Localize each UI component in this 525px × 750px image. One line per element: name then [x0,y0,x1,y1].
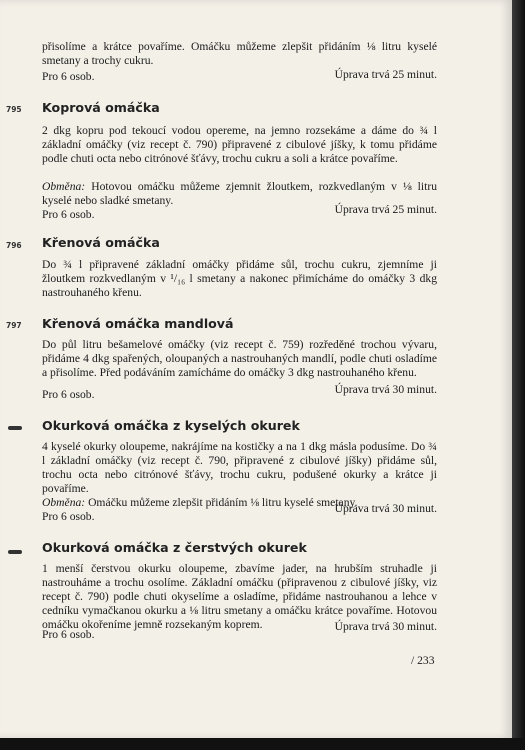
recipe-title: Křenová omáčka mandlová [42,316,234,331]
recipe-title: Křenová omáčka [42,235,160,250]
carryover-serves: Pro 6 osob. [42,70,95,83]
page-number: / 233 [411,654,435,667]
variation-text: Hotovou omáčku můžeme zjemnit žloutkem, rozkvedlaným v ⅛ litru kyselé nebo sladké smetany. [42,180,437,207]
recipe-number: 797 [6,321,22,330]
recipe-title: Koprová omáčka [42,100,160,115]
recipe-number: 796 [6,241,22,250]
recipe-serves: Pro 6 osob. [42,510,95,523]
recipe-number-mark [8,550,22,554]
recipe-prep-time: Úprava trvá 25 minut. [334,203,437,216]
recipe-serves: Pro 6 osob. [42,208,95,221]
carryover-text: přisolíme a krátce povaříme. Omáčku můžeme zlepšit přidáním ⅛ litru kyselé smetany a trochy cukru. [42,40,437,67]
recipe-text: 2 dkg kopru pod tekoucí vodou opereme, na jemno rozsekáme a dáme do ¾ l základní omáčky (viz recept č. 790) připravené z cibulové jíšky, k tomu přidáme podle chuti octa nebo citrónové šťávy, trochu cukru a soli a krátce povaříme. [42,124,437,165]
variation-label: Obměna: [42,496,86,509]
recipe-prep-time: Úprava trvá 30 minut. [334,383,437,396]
recipe-prep-time: Úprava trvá 30 minut. [334,620,437,633]
recipe-text: Do půl litru bešamelové omáčky (viz recept č. 759) rozředěné trochou vývaru, přidáme 4 dkg spařených, oloupaných a nastrouhaných mandlí, podle chuti osladíme a přisolíme. Před podáváním zamícháme do omáčky 3 dkg nastrouhaného křenu. [42,338,437,379]
recipe-text: 4 kyselé okurky oloupeme, nakrájíme na kostičky a na 1 dkg másla podusíme. Do ¾ l základní omáčky (viz recept č. 790, připravené z cibulové jíšky) přidáme sůl, trochu octa nebo citrónové šťávy, trochu cukru, podušené okurky a krátce ji povaříme. [42,440,437,495]
variation-text: Omáčku můžeme zlepšit přidáním ⅛ litru kyselé smetany. [88,496,358,509]
recipe-number-mark [8,426,22,430]
recipe-number: 795 [6,105,22,114]
recipe-serves: Pro 6 osob. [42,628,95,641]
recipe-text: 1 menší čerstvou okurku oloupeme, zbavíme jader, na hrubším struhadle ji nastrouháme a trochu osolíme. Základní omáčku (připravenou z cibulové jíšky, viz recept č. 790) podle chuti okyselíme a osladíme, přidáme nastrouhanou a lehce v cedníku vymačkanou okurku a ⅛ litru smetany a omáčku krátce povaříme. Hotovou omáčku okořeníme jemně rozsekaným koprem. [42,562,437,631]
recipe-text: Do ¾ l připravené základní omáčky přidáme sůl, trochu cukru, zjemníme ji žloutkem rozkvedlaným v ¹/₁₆ l smetany a nakonec přimícháme do omáčky 3 dkg nastrouhaného křenu. [42,258,437,299]
variation-label: Obměna: [42,180,86,193]
recipe-title: Okurková omáčka z čerstvých okurek [42,540,307,555]
carryover-prep-time: Úprava trvá 25 minut. [334,68,437,81]
recipe-title: Okurková omáčka z kyselých okurek [42,418,300,433]
scan-bottom-edge [0,738,525,750]
book-binding-edge [512,0,525,750]
recipe-serves: Pro 6 osob. [42,388,95,401]
recipe-prep-time: Úprava trvá 30 minut. [334,502,437,515]
